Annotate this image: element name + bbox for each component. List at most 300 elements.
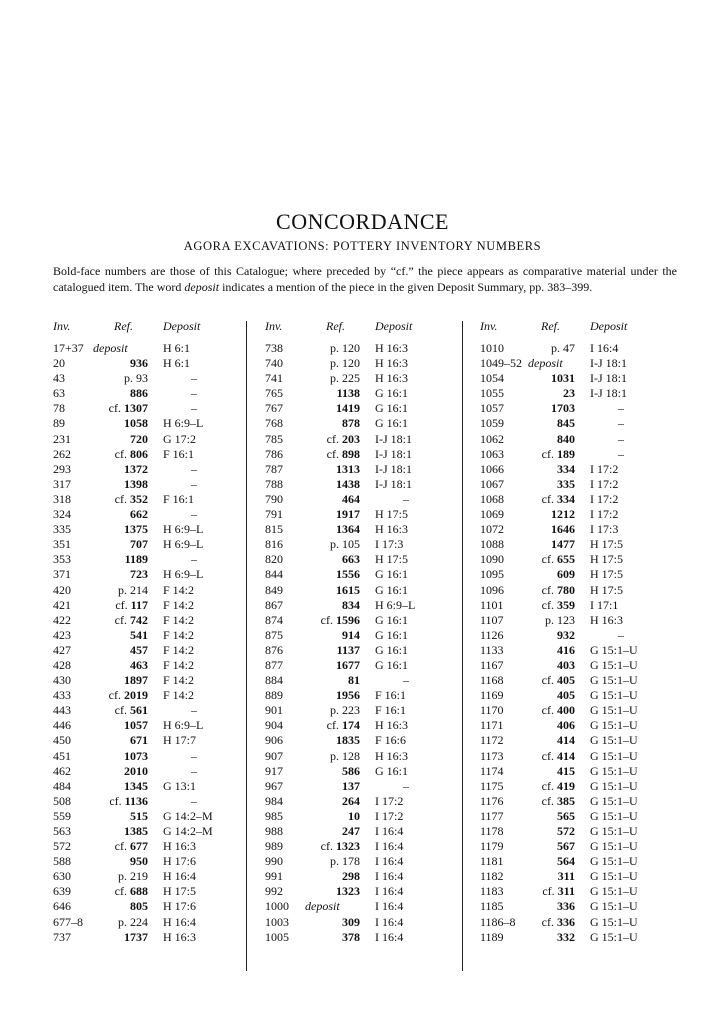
catalogue-number: 1737 — [124, 929, 148, 944]
ref-cell — [265, 386, 360, 401]
ref-cell — [480, 552, 575, 567]
inv-number: 1062 — [480, 431, 504, 446]
table-row — [480, 673, 680, 688]
inv-number: 992 — [265, 884, 283, 899]
ref-cell — [53, 930, 148, 945]
deposit-cell: H 16:3 — [375, 718, 408, 733]
ref-prefix: cf. — [108, 688, 121, 703]
ref-prefix: cf. — [320, 839, 333, 854]
inv-number: 78 — [53, 401, 65, 416]
inv-number: 788 — [265, 476, 283, 491]
catalogue-number: 416 — [557, 642, 575, 657]
deposit-cell: I 16:4 — [375, 884, 404, 899]
ref-cell — [53, 809, 148, 824]
ref-prefix: p. 47 — [551, 341, 575, 355]
ref-cell — [53, 733, 148, 748]
inv-number: 985 — [265, 808, 283, 823]
catalogue-number: 1385 — [124, 824, 148, 838]
deposit-cell: – — [403, 778, 409, 793]
ref-prefix: p. 120 — [330, 356, 360, 371]
catalogue-number: 1897 — [124, 673, 148, 688]
deposit-cell: H 6:1 — [163, 356, 190, 371]
inv-number: 1003 — [265, 914, 289, 929]
inv-number: 1170 — [480, 703, 504, 718]
ref-cell — [53, 854, 148, 869]
ref-cell — [53, 598, 148, 613]
ref-deposit-mention: deposit — [305, 899, 340, 914]
ref-cell — [305, 899, 340, 914]
deposit-cell: I 16:4 — [375, 899, 404, 914]
catalogue-number: 671 — [130, 733, 148, 748]
inv-number: 371 — [53, 567, 71, 582]
catalogue-number: 400 — [557, 703, 575, 718]
deposit-cell: – — [191, 703, 197, 718]
catalogue-number: 1372 — [124, 461, 148, 476]
table-row — [480, 416, 680, 431]
ref-cell — [480, 386, 575, 401]
catalogue-number: 1556 — [336, 567, 360, 582]
table-row — [53, 688, 253, 703]
table-row — [265, 809, 465, 824]
table-row — [53, 522, 253, 537]
page-title: CONCORDANCE — [276, 209, 449, 234]
table-row — [53, 658, 253, 673]
catalogue-number: 1058 — [124, 416, 148, 431]
table-row — [265, 537, 465, 552]
catalogue-number: 1345 — [124, 778, 148, 793]
inv-number: 768 — [265, 416, 283, 431]
catalogue-number: 805 — [130, 899, 148, 914]
table-row — [480, 794, 680, 809]
catalogue-number: 561 — [130, 703, 148, 718]
ref-cell — [265, 839, 360, 854]
inv-number: 901 — [265, 703, 283, 718]
table-row — [265, 915, 465, 930]
deposit-cell: – — [191, 793, 197, 808]
deposit-cell: I-J 18:1 — [590, 356, 627, 371]
ref-prefix: cf. — [326, 718, 339, 733]
ref-cell — [53, 447, 148, 462]
table-row — [480, 371, 680, 386]
deposit-cell: G 16:1 — [375, 657, 408, 672]
table-row — [480, 341, 680, 356]
ref-prefix: p. 219 — [118, 869, 148, 884]
deposit-cell: I-J 18:1 — [375, 461, 412, 476]
ref-cell — [265, 703, 360, 718]
inv-number: 231 — [53, 431, 71, 446]
inv-number: 984 — [265, 793, 283, 808]
deposit-cell: G 15:1–U — [590, 929, 638, 944]
table-row — [265, 749, 465, 764]
table-row — [53, 643, 253, 658]
inv-number: 1063 — [480, 446, 504, 461]
catalogue-number: 406 — [557, 718, 575, 733]
deposit-cell: H 6:9–L — [163, 567, 204, 582]
deposit-cell: H 16:3 — [375, 748, 408, 763]
header-inv: Inv. — [265, 319, 283, 333]
ref-prefix: cf. — [541, 673, 554, 688]
ref-cell — [480, 522, 575, 537]
inv-number: 1189 — [480, 929, 504, 944]
inv-number: 1177 — [480, 808, 504, 823]
catalogue-number: 1323 — [336, 839, 360, 854]
inv-number: 816 — [265, 537, 283, 552]
deposit-cell: F 14:2 — [163, 612, 195, 627]
ref-cell — [265, 764, 360, 779]
inv-number: 1133 — [480, 642, 504, 657]
catalogue-number: 1073 — [124, 748, 148, 763]
inv-number: 1096 — [480, 582, 504, 597]
header-ref: Ref. — [541, 319, 560, 333]
catalogue-number: 1398 — [124, 476, 148, 491]
inv-number: 741 — [265, 371, 283, 386]
ref-prefix: cf. — [541, 597, 554, 612]
table-row — [265, 522, 465, 537]
ref-cell — [265, 462, 360, 477]
table-row — [53, 764, 253, 779]
deposit-cell: I 17:2 — [590, 507, 619, 522]
ref-cell — [480, 673, 575, 688]
ref-cell — [528, 356, 563, 371]
deposit-cell: H 16:3 — [375, 356, 408, 371]
deposit-cell: G 16:1 — [375, 642, 408, 657]
ref-cell — [480, 779, 575, 794]
inv-number: 737 — [53, 929, 71, 944]
inv-number: 875 — [265, 627, 283, 642]
inv-number: 1172 — [480, 733, 504, 748]
catalogue-number: 1646 — [551, 522, 575, 537]
inv-number: 1066 — [480, 461, 504, 476]
deposit-cell: F 14:2 — [163, 597, 195, 612]
deposit-cell: H 16:4 — [163, 869, 196, 884]
ref-cell — [480, 930, 575, 945]
inv-number: 1169 — [480, 688, 504, 703]
ref-cell — [480, 658, 575, 673]
table-row — [480, 703, 680, 718]
catalogue-number: 662 — [130, 507, 148, 522]
deposit-cell: G 14:2–M — [163, 824, 213, 838]
catalogue-number: 1307 — [124, 401, 148, 416]
catalogue-number: 914 — [342, 627, 360, 642]
catalogue-number: 1703 — [551, 401, 575, 416]
table-row — [53, 794, 253, 809]
inv-number: 1174 — [480, 763, 504, 778]
ref-cell — [265, 356, 360, 371]
inv-number: 1069 — [480, 507, 504, 522]
ref-prefix: cf. — [114, 491, 127, 506]
ref-cell — [480, 447, 575, 462]
ref-prefix: p. 128 — [330, 748, 360, 763]
ref-cell — [53, 401, 148, 416]
table-row — [265, 492, 465, 507]
catalogue-number: 742 — [130, 612, 148, 627]
deposit-cell: H 17:5 — [590, 567, 623, 582]
deposit-cell: F 14:2 — [163, 673, 195, 688]
deposit-cell: F 14:2 — [163, 688, 195, 703]
ref-deposit-mention: deposit — [528, 356, 563, 371]
inv-number: 906 — [265, 733, 283, 748]
catalogue-number: 464 — [342, 491, 360, 506]
ref-cell — [265, 537, 360, 552]
ref-cell — [480, 507, 575, 522]
inv-number: 1049–52 — [480, 356, 522, 371]
ref-cell — [53, 552, 148, 567]
catalogue-number: 565 — [557, 808, 575, 823]
column-rows — [53, 341, 253, 945]
catalogue-number: 663 — [342, 552, 360, 567]
inv-number: 1175 — [480, 778, 504, 793]
ref-prefix: cf. — [541, 552, 554, 567]
table-row — [265, 899, 465, 914]
inv-number: 1067 — [480, 476, 504, 491]
deposit-cell: G 15:1–U — [590, 657, 638, 672]
catalogue-number: 1438 — [336, 476, 360, 491]
table-row — [480, 839, 680, 854]
catalogue-number: 1212 — [551, 507, 575, 522]
table-row — [53, 371, 253, 386]
ref-cell — [53, 507, 148, 522]
ref-cell — [265, 915, 360, 930]
catalogue-number: 2010 — [124, 763, 148, 778]
ref-prefix: cf. — [541, 914, 554, 929]
catalogue-number: 707 — [130, 537, 148, 552]
inv-number: 1054 — [480, 371, 504, 386]
ref-cell — [480, 899, 575, 914]
table-row — [53, 386, 253, 401]
ref-prefix: cf. — [326, 431, 339, 446]
deposit-cell: – — [618, 431, 624, 446]
catalogue-number: 1375 — [124, 522, 148, 537]
table-row — [265, 462, 465, 477]
deposit-cell: I 16:4 — [375, 929, 404, 944]
inv-number: 630 — [53, 869, 71, 884]
catalogue-number: 932 — [557, 627, 575, 642]
table-row — [53, 567, 253, 582]
deposit-cell: H 17:7 — [163, 733, 196, 748]
table-row — [53, 507, 253, 522]
ref-prefix: cf. — [109, 793, 122, 808]
ref-cell — [480, 613, 575, 628]
deposit-cell: G 16:1 — [375, 763, 408, 778]
intro-text-1: Bold-face numbers are those of this Catalogue; where preceded by “cf.” the piece appears as comparative material under the catalogued item. The word — [53, 264, 677, 294]
table-row — [53, 583, 253, 598]
deposit-cell: – — [191, 371, 197, 386]
deposit-cell: G 15:1–U — [590, 718, 638, 733]
table-row — [265, 794, 465, 809]
table-row — [265, 658, 465, 673]
catalogue-number: 586 — [342, 763, 360, 778]
deposit-cell: I-J 18:1 — [590, 386, 627, 401]
deposit-cell: G 15:1–U — [590, 763, 638, 778]
ref-prefix: p. 224 — [118, 914, 148, 929]
ref-prefix: cf. — [541, 703, 554, 718]
ref-cell — [53, 613, 148, 628]
table-row — [53, 703, 253, 718]
inv-number: 876 — [265, 642, 283, 657]
column-rows — [480, 341, 680, 945]
ref-cell — [480, 371, 575, 386]
inv-number: 988 — [265, 824, 283, 838]
catalogue-number: 1057 — [124, 718, 148, 733]
deposit-cell: H 17:6 — [163, 854, 196, 869]
ref-cell — [265, 854, 360, 869]
catalogue-number: 564 — [557, 854, 575, 869]
ref-prefix: p. 223 — [330, 703, 360, 718]
table-row — [480, 447, 680, 462]
inv-number: 324 — [53, 507, 71, 522]
deposit-cell: F 14:2 — [163, 642, 195, 657]
table-row — [53, 537, 253, 552]
ref-prefix: p. 123 — [545, 612, 575, 627]
deposit-cell: H 16:3 — [163, 929, 196, 944]
catalogue-number: 332 — [557, 929, 575, 944]
inv-number: 446 — [53, 718, 71, 733]
ref-cell — [265, 628, 360, 643]
inv-number: 262 — [53, 446, 71, 461]
deposit-cell: H 6:9–L — [163, 718, 204, 733]
table-row — [265, 673, 465, 688]
inv-number: 421 — [53, 597, 71, 612]
deposit-cell: H 17:5 — [375, 507, 408, 522]
concordance-column-3 — [480, 319, 680, 945]
ref-cell — [53, 567, 148, 582]
deposit-cell: I-J 18:1 — [375, 476, 412, 491]
table-row — [53, 613, 253, 628]
ref-cell — [265, 598, 360, 613]
inv-number: 588 — [53, 854, 71, 869]
header-deposit: Deposit — [375, 319, 413, 333]
inv-number: 820 — [265, 552, 283, 567]
ref-prefix: cf. — [541, 582, 554, 597]
inv-number: 844 — [265, 567, 283, 582]
deposit-cell: G 15:1–U — [590, 869, 638, 884]
inv-number: 1182 — [480, 869, 504, 884]
inv-number: 1005 — [265, 929, 289, 944]
inv-number: 849 — [265, 582, 283, 597]
deposit-cell: G 16:1 — [375, 401, 408, 416]
ref-prefix: p. 225 — [330, 371, 360, 386]
ref-prefix: cf. — [541, 446, 554, 461]
ref-cell — [53, 779, 148, 794]
table-row — [480, 628, 680, 643]
table-row — [53, 824, 253, 839]
intro-paragraph — [53, 263, 677, 295]
ref-cell — [53, 824, 148, 839]
deposit-cell: H 6:9–L — [163, 537, 204, 552]
inv-number: 1168 — [480, 673, 504, 688]
ref-cell — [480, 733, 575, 748]
deposit-cell: G 15:1–U — [590, 914, 638, 929]
inv-number: 1183 — [480, 884, 504, 899]
catalogue-number: 886 — [130, 386, 148, 401]
deposit-cell: I 17:2 — [375, 808, 404, 823]
deposit-cell: F 16:1 — [375, 703, 407, 718]
inv-number: 1059 — [480, 416, 504, 431]
table-row — [53, 416, 253, 431]
catalogue-number: 405 — [557, 673, 575, 688]
table-row — [53, 447, 253, 462]
table-row — [480, 809, 680, 824]
ref-prefix: cf. — [326, 446, 339, 461]
inv-number: 559 — [53, 808, 71, 823]
inv-number: 1057 — [480, 401, 504, 416]
ref-cell — [53, 386, 148, 401]
ref-prefix: cf. — [320, 612, 333, 627]
ref-cell — [53, 869, 148, 884]
catalogue-number: 414 — [557, 733, 575, 748]
table-row — [265, 416, 465, 431]
catalogue-number: 2019 — [124, 688, 148, 703]
catalogue-number: 385 — [557, 793, 575, 808]
table-row — [265, 371, 465, 386]
catalogue-number: 311 — [557, 869, 575, 884]
ref-cell — [53, 492, 148, 507]
table-row — [265, 824, 465, 839]
catalogue-number: 541 — [130, 627, 148, 642]
ref-cell — [265, 371, 360, 386]
ref-cell — [53, 356, 148, 371]
inv-number: 63 — [53, 386, 65, 401]
table-row — [53, 915, 253, 930]
header-ref: Ref. — [114, 319, 133, 333]
ref-prefix: cf. — [542, 884, 555, 899]
catalogue-number: 1956 — [336, 688, 360, 703]
ref-cell — [265, 809, 360, 824]
deposit-cell: G 15:1–U — [590, 854, 638, 869]
inv-number: 791 — [265, 507, 283, 522]
ref-cell — [480, 718, 575, 733]
inv-number: 1171 — [480, 718, 504, 733]
deposit-cell: H 17:6 — [163, 899, 196, 914]
column-header — [265, 319, 465, 335]
ref-prefix: p. 214 — [118, 582, 148, 597]
inv-number: 907 — [265, 748, 283, 763]
catalogue-number: 10 — [348, 808, 360, 823]
table-row — [480, 733, 680, 748]
inv-number: 877 — [265, 657, 283, 672]
table-row — [480, 477, 680, 492]
table-row — [265, 869, 465, 884]
table-row — [265, 477, 465, 492]
deposit-cell: G 16:1 — [375, 612, 408, 627]
inv-number: 787 — [265, 461, 283, 476]
catalogue-number: 723 — [130, 567, 148, 582]
inv-number: 740 — [265, 356, 283, 371]
table-row — [480, 915, 680, 930]
inv-number: 738 — [265, 341, 283, 355]
catalogue-number: 609 — [557, 567, 575, 582]
ref-cell — [265, 432, 360, 447]
ref-prefix: p. 105 — [330, 537, 360, 552]
catalogue-number: 415 — [557, 763, 575, 778]
ref-prefix: cf. — [114, 839, 127, 854]
table-row — [265, 401, 465, 416]
ref-cell — [265, 869, 360, 884]
ref-cell — [53, 673, 148, 688]
table-row — [265, 447, 465, 462]
column-header — [480, 319, 680, 335]
inv-number: 423 — [53, 627, 71, 642]
ref-prefix: cf. — [541, 491, 554, 506]
ref-prefix: cf. — [541, 748, 554, 763]
catalogue-number: 1031 — [551, 371, 575, 386]
inv-number: 433 — [53, 688, 71, 703]
table-row — [53, 869, 253, 884]
deposit-cell: G 15:1–U — [590, 793, 638, 808]
table-row — [53, 779, 253, 794]
ref-cell — [265, 824, 360, 839]
inv-number: 484 — [53, 778, 71, 793]
